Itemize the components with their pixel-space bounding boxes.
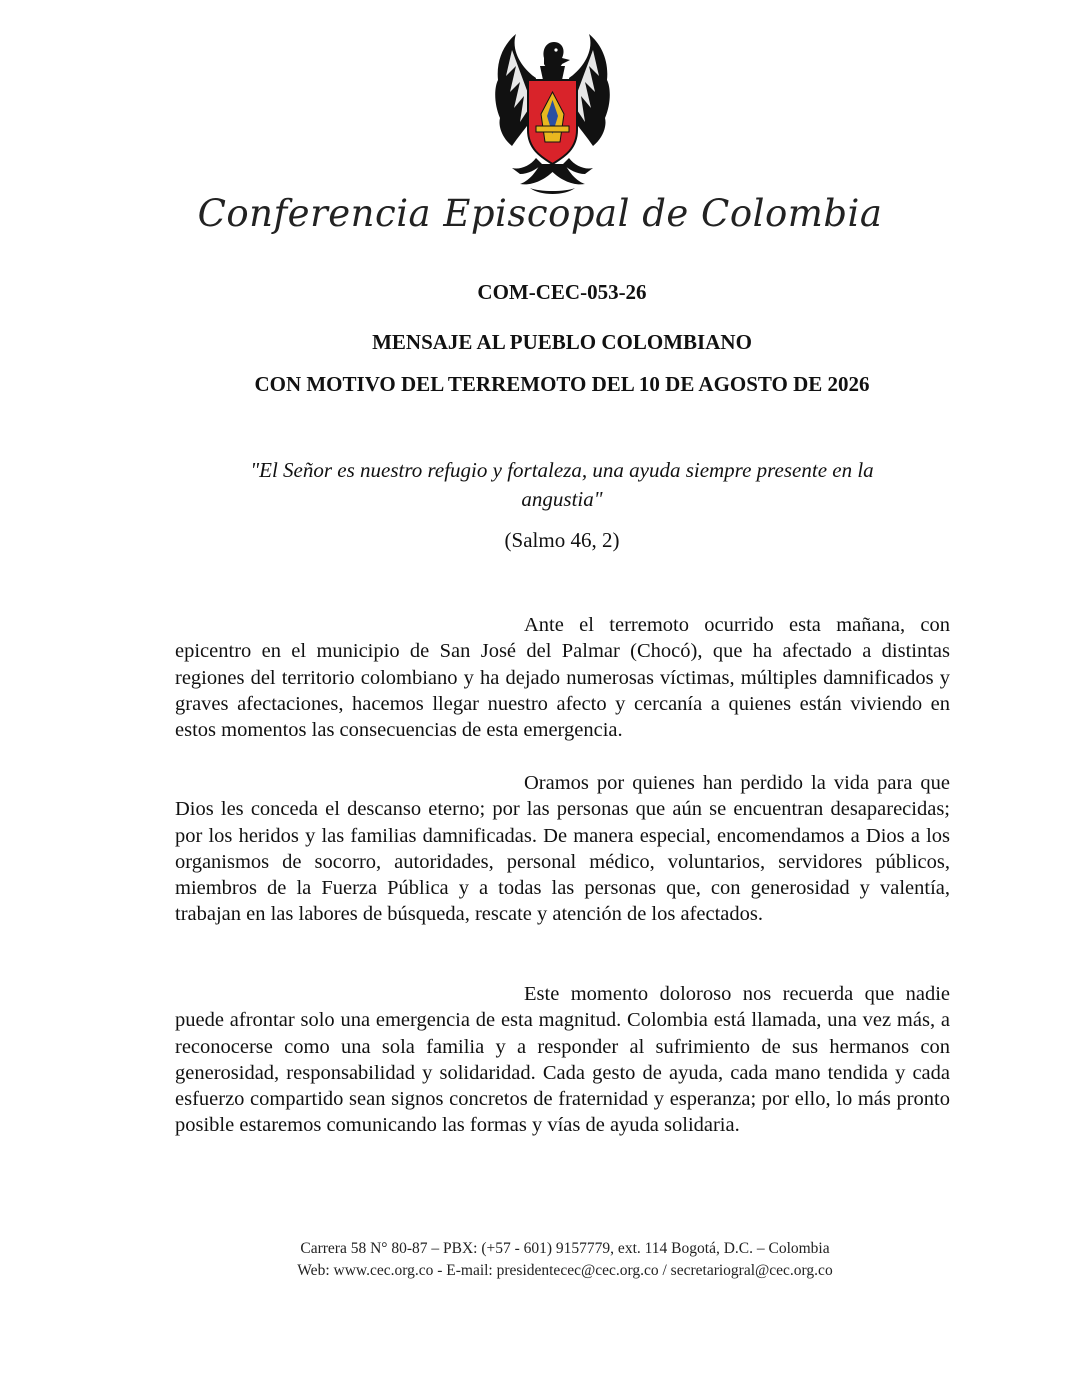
document-title-line2: CON MOTIVO DEL TERREMOTO DEL 10 DE AGOSTO DE 2026 [254,372,870,396]
epigraph-quote: "El Señor es nuestro refugio y fortaleza, una ayuda siempre presente en la angustia" [250,458,874,511]
body-paragraph-1: Ante el terremoto ocurrido esta mañana, con epicentro en el municipio de San José del Palmar (Chocó), que ha afectado a distintas regiones del territorio colombiano y ha dejado numerosas víctimas, múltiples damnificados y graves afectaciones, hacemos llegar nuestro afecto y cercanía a quienes están viviendo en estos momentos las consecuencias de esta emergencia. [175,614,950,742]
document-title-line1: MENSAJE AL PUEBLO COLOMBIANO [372,330,752,354]
document-code: COM-CEC-053-26 [477,280,647,304]
footer-contact: Web: www.cec.org.co - E-mail: presidentecec@cec.org.co / secretariogral@cec.org.co [297,1262,833,1279]
footer [0,1238,1080,1282]
body-paragraph-3: Este momento doloroso nos recuerda que nadie puede afrontar solo una emergencia de esta magnitud. Colombia está llamada, una vez más, a reconocerse como una sola familia y a responder al sufrimiento de sus hermanos con generosidad, responsabilidad y solidaridad. Cada gesto de ayuda, cada mano tendida y cada esfuerzo compartido sean signos concretos de fraternidad y esperanza; por ello, lo más pronto posible estaremos comunicando las formas y vías de ayuda solidaria. [175,983,950,1137]
epigraph-citation: (Salmo 46, 2) [504,528,620,552]
episcopal-eagle-coat-of-arms-icon [490,30,615,200]
body-paragraph-2: Oramos por quienes han perdido la vida para que Dios les conceda el descanso eterno; por las personas que aún se encuentran desaparecidas; por los heridos y las familias damnificadas. De manera especial, encomendamos a Dios a los organismos de socorro, autoridades, personal médico, voluntarios, servidores públicos, miembros de la Fuerza Pública y a todas las personas que, con generosidad y valentía, trabajan en las labores de búsqueda, rescate y atención de los afectados. [175,772,950,926]
footer-address: Carrera 58 N° 80-87 – PBX: (+57 - 601) 9157779, ext. 114 Bogotá, D.C. – Colombia [300,1240,830,1257]
organization-name: Conferencia Episcopal de Colombia [197,192,883,235]
